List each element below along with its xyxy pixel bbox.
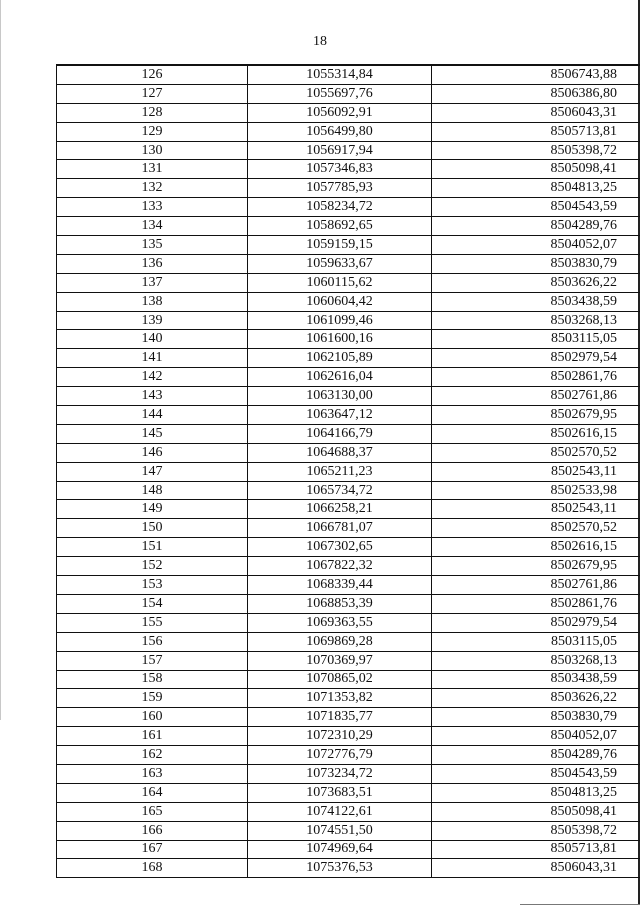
point-number-cell: 167 [57,840,248,859]
table-row [57,670,640,689]
scan-edge-left [0,0,1,720]
point-number-cell: 128 [57,103,248,122]
x-coordinate-cell: 1073683,51 [248,783,432,802]
x-coordinate-cell: 1073234,72 [248,764,432,783]
x-coordinate-cell: 1069363,55 [248,613,432,632]
y-coordinate-cell: 8502543,11 [432,462,640,481]
x-coordinate-cell: 1056917,94 [248,141,432,160]
table-row [57,746,640,765]
y-coordinate-cell: 8504052,07 [432,727,640,746]
y-coordinate-cell: 8503115,05 [432,330,640,349]
point-number-cell: 165 [57,802,248,821]
table-row [57,840,640,859]
point-number-cell: 126 [57,65,248,84]
point-number-cell: 136 [57,254,248,273]
y-coordinate-cell: 8503830,79 [432,254,640,273]
x-coordinate-cell: 1062616,04 [248,368,432,387]
y-coordinate-cell: 8503438,59 [432,670,640,689]
y-coordinate-cell: 8506043,31 [432,859,640,878]
x-coordinate-cell: 1072776,79 [248,746,432,765]
table-row [57,273,640,292]
table-row [57,217,640,236]
point-number-cell: 153 [57,576,248,595]
y-coordinate-cell: 8502616,15 [432,538,640,557]
x-coordinate-cell: 1074551,50 [248,821,432,840]
x-coordinate-cell: 1061099,46 [248,311,432,330]
x-coordinate-cell: 1060115,62 [248,273,432,292]
point-number-cell: 138 [57,292,248,311]
point-number-cell: 152 [57,557,248,576]
point-number-cell: 148 [57,481,248,500]
y-coordinate-cell: 8503626,22 [432,689,640,708]
y-coordinate-cell: 8504052,07 [432,236,640,255]
point-number-cell: 140 [57,330,248,349]
table-row [57,859,640,878]
y-coordinate-cell: 8502979,54 [432,349,640,368]
point-number-cell: 127 [57,84,248,103]
x-coordinate-cell: 1060604,42 [248,292,432,311]
point-number-cell: 131 [57,160,248,179]
y-coordinate-cell: 8502761,86 [432,387,640,406]
x-coordinate-cell: 1074122,61 [248,802,432,821]
table-row [57,538,640,557]
y-coordinate-cell: 8503268,13 [432,311,640,330]
point-number-cell: 160 [57,708,248,727]
point-number-cell: 149 [57,500,248,519]
point-number-cell: 144 [57,406,248,425]
point-number-cell: 168 [57,859,248,878]
x-coordinate-cell: 1071353,82 [248,689,432,708]
point-number-cell: 147 [57,462,248,481]
point-number-cell: 150 [57,519,248,538]
table-row [57,708,640,727]
y-coordinate-cell: 8505098,41 [432,802,640,821]
x-coordinate-cell: 1066258,21 [248,500,432,519]
table-row [57,481,640,500]
x-coordinate-cell: 1067822,32 [248,557,432,576]
table-row [57,557,640,576]
coordinates-table-body [57,65,640,878]
point-number-cell: 154 [57,594,248,613]
x-coordinate-cell: 1068339,44 [248,576,432,595]
x-coordinate-cell: 1063647,12 [248,406,432,425]
x-coordinate-cell: 1067302,65 [248,538,432,557]
point-number-cell: 155 [57,613,248,632]
x-coordinate-cell: 1075376,53 [248,859,432,878]
y-coordinate-cell: 8505098,41 [432,160,640,179]
point-number-cell: 142 [57,368,248,387]
table-row [57,65,640,84]
x-coordinate-cell: 1056499,80 [248,122,432,141]
table-row [57,198,640,217]
y-coordinate-cell: 8503830,79 [432,708,640,727]
x-coordinate-cell: 1065211,23 [248,462,432,481]
table-row [57,349,640,368]
x-coordinate-cell: 1070369,97 [248,651,432,670]
table-row [57,764,640,783]
x-coordinate-cell: 1059633,67 [248,254,432,273]
page-number: 18 [313,34,327,49]
table-row [57,651,640,670]
y-coordinate-cell: 8505398,72 [432,141,640,160]
point-number-cell: 156 [57,632,248,651]
table-row [57,594,640,613]
table-row [57,122,640,141]
table-row [57,254,640,273]
y-coordinate-cell: 8505713,81 [432,840,640,859]
y-coordinate-cell: 8506043,31 [432,103,640,122]
point-number-cell: 166 [57,821,248,840]
x-coordinate-cell: 1068853,39 [248,594,432,613]
table-row [57,443,640,462]
y-coordinate-cell: 8505398,72 [432,821,640,840]
point-number-cell: 157 [57,651,248,670]
y-coordinate-cell: 8502861,76 [432,594,640,613]
table-row [57,141,640,160]
point-number-cell: 132 [57,179,248,198]
x-coordinate-cell: 1074969,64 [248,840,432,859]
point-number-cell: 145 [57,424,248,443]
point-number-cell: 164 [57,783,248,802]
x-coordinate-cell: 1070865,02 [248,670,432,689]
x-coordinate-cell: 1071835,77 [248,708,432,727]
table-row [57,519,640,538]
point-number-cell: 163 [57,764,248,783]
table-row [57,330,640,349]
point-number-cell: 161 [57,727,248,746]
table-row [57,632,640,651]
table-row [57,462,640,481]
point-number-cell: 151 [57,538,248,557]
y-coordinate-cell: 8505713,81 [432,122,640,141]
coordinates-table [56,64,640,878]
x-coordinate-cell: 1065734,72 [248,481,432,500]
point-number-cell: 143 [57,387,248,406]
x-coordinate-cell: 1063130,00 [248,387,432,406]
x-coordinate-cell: 1061600,16 [248,330,432,349]
y-coordinate-cell: 8502979,54 [432,613,640,632]
table-row [57,103,640,122]
table-row [57,387,640,406]
table-row [57,500,640,519]
x-coordinate-cell: 1058692,65 [248,217,432,236]
table-row [57,311,640,330]
x-coordinate-cell: 1055314,84 [248,65,432,84]
y-coordinate-cell: 8503438,59 [432,292,640,311]
table-row [57,689,640,708]
point-number-cell: 139 [57,311,248,330]
x-coordinate-cell: 1059159,15 [248,236,432,255]
y-coordinate-cell: 8502570,52 [432,519,640,538]
table-row [57,424,640,443]
x-coordinate-cell: 1072310,29 [248,727,432,746]
x-coordinate-cell: 1058234,72 [248,198,432,217]
y-coordinate-cell: 8503268,13 [432,651,640,670]
y-coordinate-cell: 8502570,52 [432,443,640,462]
y-coordinate-cell: 8504543,59 [432,198,640,217]
y-coordinate-cell: 8502679,95 [432,557,640,576]
y-coordinate-cell: 8504289,76 [432,746,640,765]
table-row [57,292,640,311]
table-row [57,236,640,255]
x-coordinate-cell: 1057785,93 [248,179,432,198]
point-number-cell: 133 [57,198,248,217]
y-coordinate-cell: 8502679,95 [432,406,640,425]
x-coordinate-cell: 1062105,89 [248,349,432,368]
point-number-cell: 129 [57,122,248,141]
y-coordinate-cell: 8506743,88 [432,65,640,84]
table-row [57,368,640,387]
y-coordinate-cell: 8502761,86 [432,576,640,595]
table-row [57,727,640,746]
y-coordinate-cell: 8502616,15 [432,424,640,443]
y-coordinate-cell: 8504813,25 [432,783,640,802]
table-row [57,783,640,802]
point-number-cell: 162 [57,746,248,765]
x-coordinate-cell: 1064688,37 [248,443,432,462]
table-row [57,179,640,198]
point-number-cell: 159 [57,689,248,708]
table-row [57,406,640,425]
table-row [57,576,640,595]
y-coordinate-cell: 8504813,25 [432,179,640,198]
x-coordinate-cell: 1069869,28 [248,632,432,651]
table-row [57,821,640,840]
y-coordinate-cell: 8502861,76 [432,368,640,387]
point-number-cell: 135 [57,236,248,255]
y-coordinate-cell: 8506386,80 [432,84,640,103]
point-number-cell: 137 [57,273,248,292]
table-row [57,613,640,632]
y-coordinate-cell: 8502543,11 [432,500,640,519]
y-coordinate-cell: 8503626,22 [432,273,640,292]
y-coordinate-cell: 8504543,59 [432,764,640,783]
point-number-cell: 130 [57,141,248,160]
y-coordinate-cell: 8504289,76 [432,217,640,236]
y-coordinate-cell: 8503115,05 [432,632,640,651]
table-row [57,160,640,179]
table-row [57,84,640,103]
y-coordinate-cell: 8502533,98 [432,481,640,500]
x-coordinate-cell: 1064166,79 [248,424,432,443]
x-coordinate-cell: 1055697,76 [248,84,432,103]
point-number-cell: 158 [57,670,248,689]
x-coordinate-cell: 1057346,83 [248,160,432,179]
point-number-cell: 141 [57,349,248,368]
point-number-cell: 146 [57,443,248,462]
table-row [57,802,640,821]
x-coordinate-cell: 1056092,91 [248,103,432,122]
point-number-cell: 134 [57,217,248,236]
x-coordinate-cell: 1066781,07 [248,519,432,538]
